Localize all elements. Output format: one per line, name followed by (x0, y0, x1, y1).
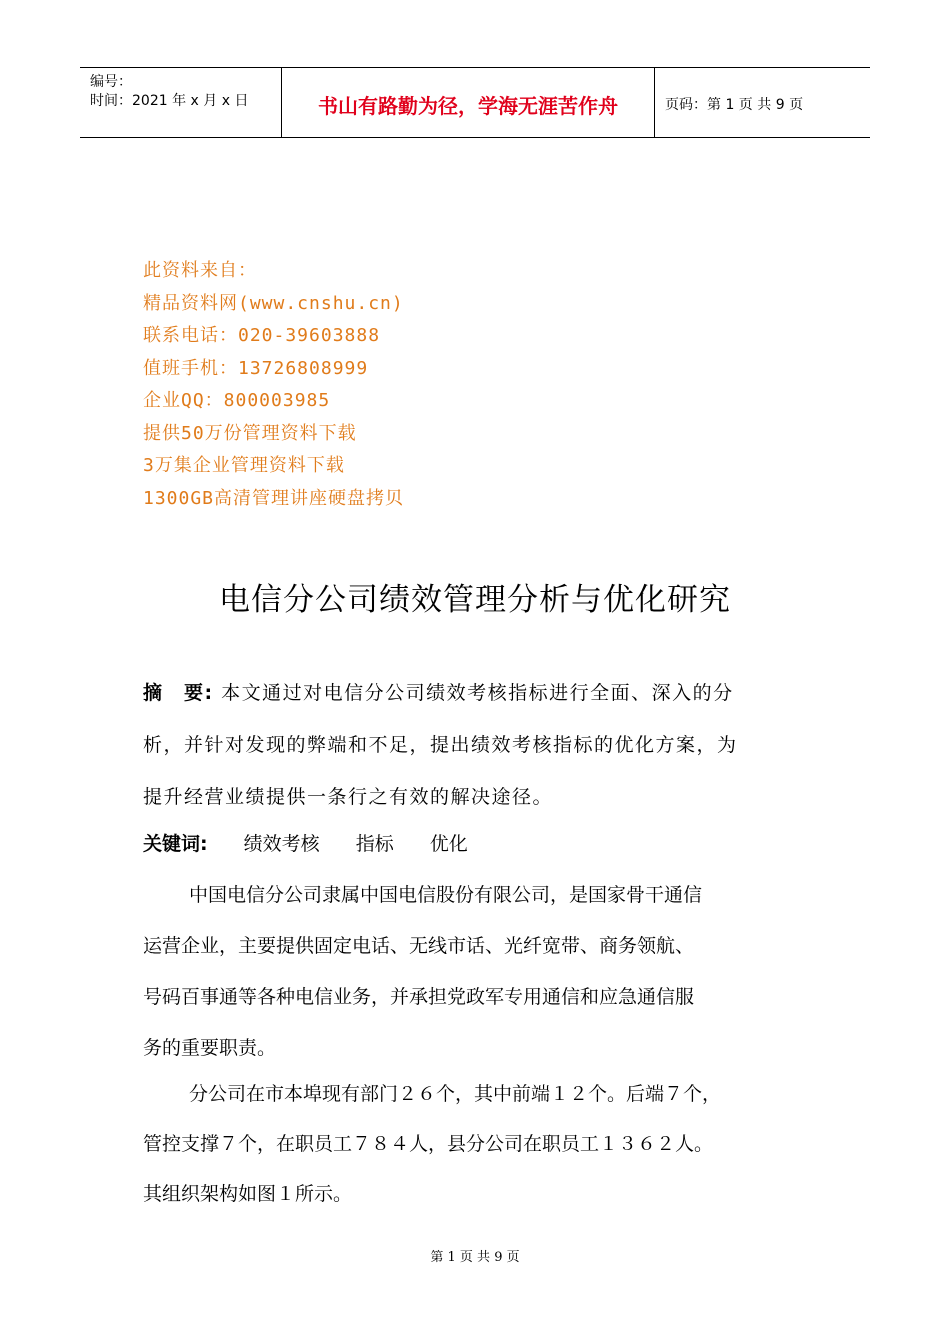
source-line: 提供50万份管理资料下载 (143, 422, 357, 444)
abstract-text: 本文通过对电信分公司绩效考核指标进行全面、深入的分 (221, 682, 734, 704)
keywords (143, 821, 468, 867)
keyword: 绩效考核 (243, 833, 320, 855)
paragraph-line: 运营企业，主要提供固定电话、无线市话、光纤宽带、商务领航、 (143, 935, 695, 957)
source-line: 值班手机：13726808999 (143, 357, 369, 379)
paragraph-line: 号码百事通等各种电信业务，并承担党政军专用通信和应急通信服 (143, 986, 695, 1008)
source-line: 联系电话：020-39603888 (143, 325, 381, 346)
header-left-cell (80, 68, 282, 137)
source-line: 精品资料网(www.cnshu.cn) (143, 292, 404, 314)
keywords-label: 关键词: (143, 833, 208, 855)
paragraph-line: 管控支撑７个，在职员工７８４人，县分公司在职员工１３６２人。 (143, 1133, 714, 1155)
paragraph-line: 务的重要职责。 (143, 1037, 277, 1059)
paragraph-1 (143, 870, 813, 1074)
page-footer: 第 1 页 共 9 页 (430, 1250, 520, 1265)
document-title: 电信分公司绩效管理分析与优化研究 (219, 582, 731, 618)
source-line: 1300GB高清管理讲座硬盘拷贝 (143, 487, 405, 509)
abstract-line-2: 析，并针对发现的弊端和不足，提出绩效考核指标的优化方案，为 (143, 734, 738, 756)
keyword: 指标 (355, 833, 394, 855)
abstract-line-1 (143, 667, 813, 719)
paragraph-line: 中国电信分公司隶属中国电信股份有限公司，是国家骨干通信 (189, 884, 703, 906)
source-line: 此资料来自： (143, 260, 257, 281)
source-line: 3万集企业管理资料下载 (143, 455, 345, 476)
paragraph-line: 分公司在市本埠现有部门２６个，其中前端１２个。后端７个， (189, 1083, 722, 1105)
header-right-cell (655, 68, 870, 137)
source-line: 企业QQ：800003985 (143, 390, 331, 411)
header-table (80, 67, 870, 138)
page-info: 页码：第 1 页 共 9 页 (665, 97, 804, 113)
abstract-line-3: 提升经营业绩提供一条行之有效的解决途径。 (143, 786, 554, 808)
abstract-label: 摘 要: (143, 682, 214, 704)
date-label: 时间：2021 年 x 月 x 日 (90, 93, 249, 109)
paragraph-line: 其组织架构如图１所示。 (143, 1183, 353, 1205)
source-block (143, 255, 404, 515)
abstract (143, 667, 813, 823)
motto: 书山有路勤为径，学海无涯苦作舟 (318, 94, 618, 118)
keyword: 优化 (429, 833, 468, 855)
header-center-cell (282, 68, 655, 137)
paragraph-2 (143, 1069, 813, 1219)
code-label: 编号： (90, 74, 132, 90)
